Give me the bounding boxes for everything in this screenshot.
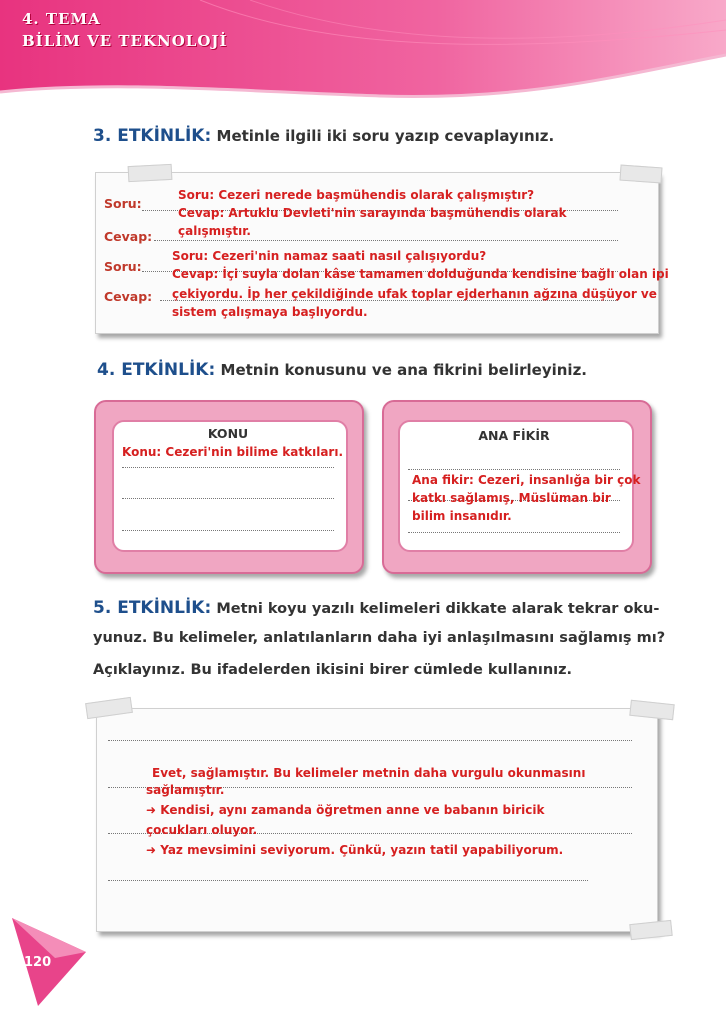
- theme-number: 4. TEMA: [22, 10, 101, 28]
- answer-response1-line2: çalışmıştır.: [178, 224, 251, 238]
- answer-line: [408, 469, 620, 470]
- activity3-heading: [93, 126, 554, 146]
- activity5-answer-line4: çocukları oluyor.: [146, 823, 258, 837]
- page-number: 120: [24, 955, 52, 970]
- anafikir-answer-line2: katkı sağlamış, Müslüman bir: [412, 491, 611, 505]
- activity5-answer-line2: sağlamıştır.: [146, 783, 225, 797]
- answer-question2: Soru: Cezeri'nin namaz saati nasıl çalışıyordu?: [172, 249, 487, 263]
- theme-title: BİLİM VE TEKNOLOJİ: [22, 32, 228, 50]
- answer-line: [122, 467, 334, 468]
- activity5-instruction-line1: Metni koyu yazılı kelimeleri dikkate alarak tekrar oku-: [216, 601, 660, 617]
- anafikir-answer-line1: Ana fikir: Cezeri, insanlığa bir çok: [412, 473, 641, 487]
- answer-line: [108, 880, 588, 881]
- activity5-instruction-line3: Açıklayınız. Bu ifadelerden ikisini birer cümlede kullanınız.: [93, 662, 573, 678]
- activity4-heading: [97, 360, 587, 380]
- answer-line: [122, 530, 334, 531]
- paper-pin: [619, 165, 662, 184]
- activity5-answer-line5: ➜ Yaz mevsimini seviyorum. Çünkü, yazın tatil yapabiliyorum.: [146, 843, 564, 857]
- answer-response2-line1: Cevap: İçi suyla dolan kâse tamamen dolduğunda kendisine bağlı olan ipi: [172, 267, 669, 281]
- activity5-number: 5. ETKİNLİK:: [93, 598, 212, 618]
- konu-title: KONU: [207, 426, 249, 441]
- header-wave-decoration: [0, 0, 726, 120]
- konu-answer: Konu: Cezeri'nin bilime katkıları.: [122, 445, 344, 459]
- page-header: [0, 0, 726, 120]
- soru-label: Soru:: [104, 259, 142, 274]
- answer-response1-line1: Cevap: Artuklu Devleti'nin sarayında başmühendis olarak: [178, 206, 567, 220]
- anafikir-answer-line3: bilim insanıdır.: [412, 509, 512, 523]
- answer-question1: Soru: Cezeri nerede başmühendis olarak çalışmıştır?: [178, 188, 535, 202]
- activity3-instruction: Metinle ilgili iki soru yazıp cevaplayınız.: [216, 127, 555, 145]
- activity5-answer-line1: Evet, sağlamıştır. Bu kelimeler metnin daha vurgulu okunmasını: [152, 766, 586, 780]
- cevap-label: Cevap:: [104, 289, 153, 304]
- answer-response2-line3: sistem çalışmaya başlıyordu.: [172, 305, 368, 319]
- activity5-heading-line1: [93, 598, 659, 618]
- activity4-instruction: Metnin konusunu ve ana fikrini belirleyiniz.: [220, 361, 587, 379]
- activity5-instruction-line2: yunuz. Bu kelimeler, anlatılanların daha iyi anlaşılmasını sağlamış mı?: [93, 630, 666, 646]
- paper-pin: [629, 920, 672, 940]
- activity4-number: 4. ETKİNLİK:: [97, 360, 216, 380]
- anafikir-title: ANA FİKİR: [478, 428, 550, 443]
- activity5-answer-line3: ➜ Kendisi, aynı zamanda öğretmen anne ve babanın biricik: [146, 803, 545, 817]
- answer-line: [122, 498, 334, 499]
- activity5-answer-box: [96, 708, 658, 932]
- answer-line: [408, 532, 620, 533]
- paper-pin: [128, 164, 173, 182]
- activity3-number: 3. ETKİNLİK:: [93, 126, 212, 146]
- soru-label: Soru:: [104, 196, 142, 211]
- answer-line: [108, 740, 632, 741]
- answer-line: [154, 240, 618, 241]
- answer-response2-line2: çekiyordu. İp her çekildiğinde ufak toplar ejderhanın ağzına düşüyor ve: [172, 287, 657, 301]
- cevap-label: Cevap:: [104, 229, 153, 244]
